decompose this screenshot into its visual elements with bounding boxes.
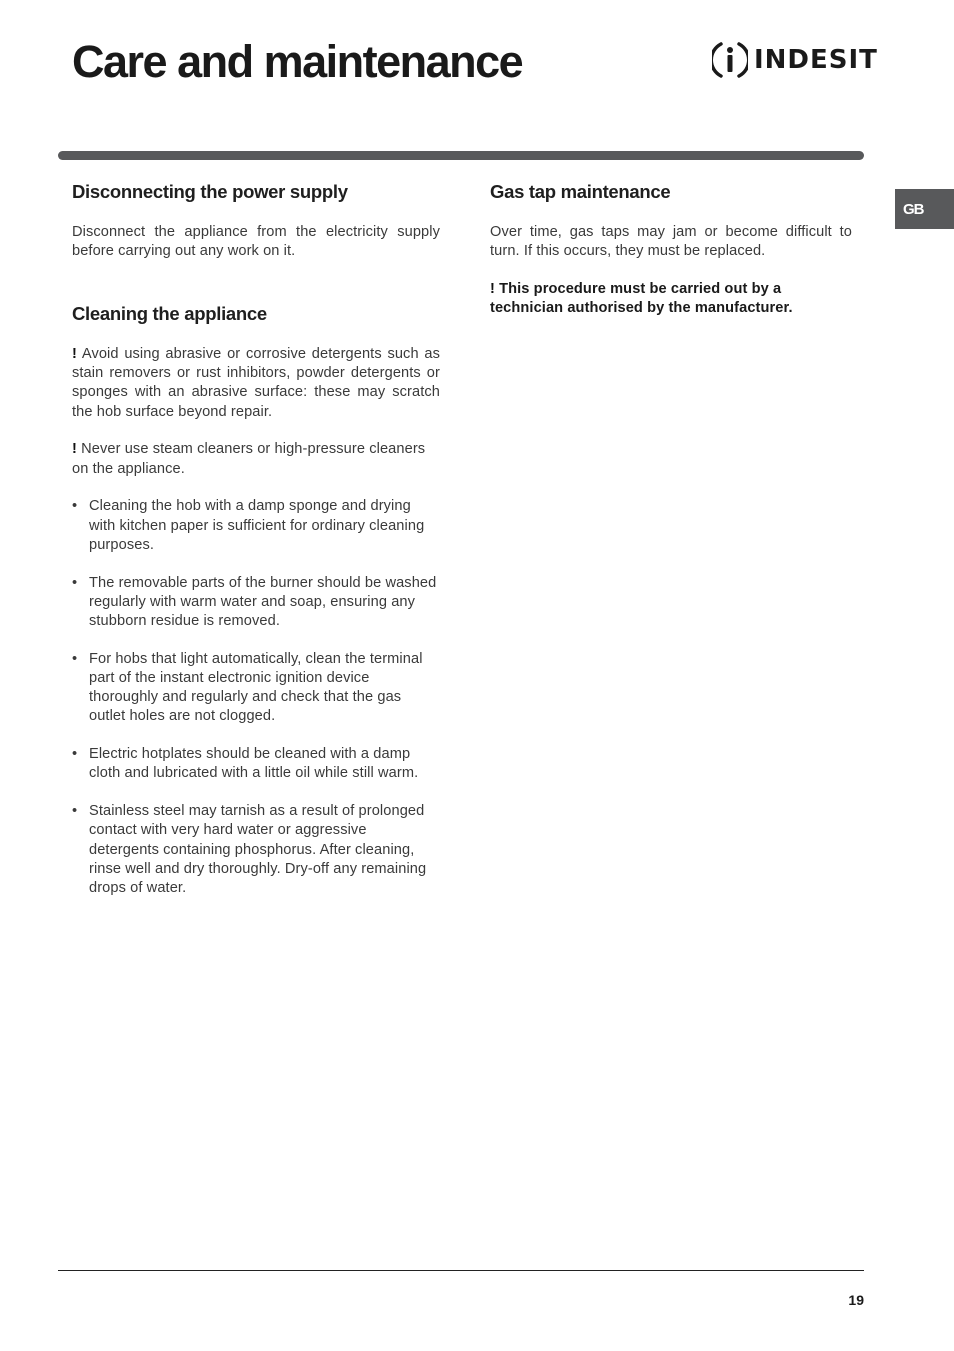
list-item xyxy=(72,650,440,727)
list-item-text: For hobs that light automatically, clean the terminal part of the instant electronic ignition device thoroughly and regularly and check that the gas outlet holes are not clogged. xyxy=(89,650,423,725)
list-item xyxy=(72,574,440,632)
section-heading: Gas tap maintenance xyxy=(490,181,671,202)
right-column xyxy=(490,178,852,337)
section-gas-tap-maintenance xyxy=(490,178,852,318)
bullet-icon: • xyxy=(72,650,78,667)
section-heading: Cleaning the appliance xyxy=(72,303,267,324)
brand-logo xyxy=(712,38,878,82)
bullet-icon: • xyxy=(72,498,78,515)
section-cleaning-appliance xyxy=(72,300,440,898)
list-item-text: Stainless steel may tarnish as a result of prolonged contact with very hard water or aggressive detergents containing phosphorus. After cleaning, rinse well and dry thoroughly. Dry-off any remaining drops of water. xyxy=(89,803,427,897)
section-disconnecting-power xyxy=(72,178,440,261)
brand-name: INDESIT xyxy=(754,45,878,75)
list-item xyxy=(72,497,440,555)
header-rule xyxy=(58,151,864,160)
warning-paragraph xyxy=(72,440,440,478)
list-item-text: Electric hotplates should be cleaned with a damp cloth and lubricated with a little oil while still warm. xyxy=(89,746,419,782)
list-item-text: The removable parts of the burner should be washed regularly with warm water and soap, ensuring any stubborn residue is removed. xyxy=(89,574,437,630)
bullet-icon: • xyxy=(72,574,78,591)
language-tab: GB xyxy=(895,189,954,229)
warning-text: This procedure must be carried out by a technician authorised by the manufacturer. xyxy=(490,281,793,317)
bullet-icon: • xyxy=(72,803,78,820)
warning-mark-icon: ! xyxy=(72,441,77,458)
indesit-i-logo-icon xyxy=(712,40,748,80)
warning-paragraph xyxy=(72,345,440,422)
list-item xyxy=(72,802,440,898)
section-heading: Disconnecting the power supply xyxy=(72,181,348,202)
warning-mark-icon: ! xyxy=(490,281,495,297)
warning-mark-icon: ! xyxy=(72,346,77,362)
cleaning-tips-list xyxy=(72,497,440,898)
list-item xyxy=(72,745,440,783)
paragraph: Over time, gas taps may jam or become difficult to turn. If this occurs, they must be replaced. xyxy=(490,224,852,260)
warning-paragraph xyxy=(490,280,852,318)
bullet-icon: • xyxy=(72,746,78,763)
page-title: Care and maintenance xyxy=(72,36,523,87)
paragraph: Disconnect the appliance from the electricity supply before carrying out any work on it. xyxy=(72,224,440,260)
warning-text: Never use steam cleaners or high-pressure cleaners on the appliance. xyxy=(72,441,426,477)
warning-text: Avoid using abrasive or corrosive detergents such as stain removers or rust inhibitors, powder detergents or sponges with an abrasive surface: these may scratch the hob surface beyond repair. xyxy=(72,346,440,420)
left-column xyxy=(72,178,440,917)
list-item-text: Cleaning the hob with a damp sponge and drying with kitchen paper is sufficient for ordinary cleaning purposes. xyxy=(89,498,425,553)
footer-rule xyxy=(58,1270,864,1271)
page-number: 19 xyxy=(848,1292,864,1308)
